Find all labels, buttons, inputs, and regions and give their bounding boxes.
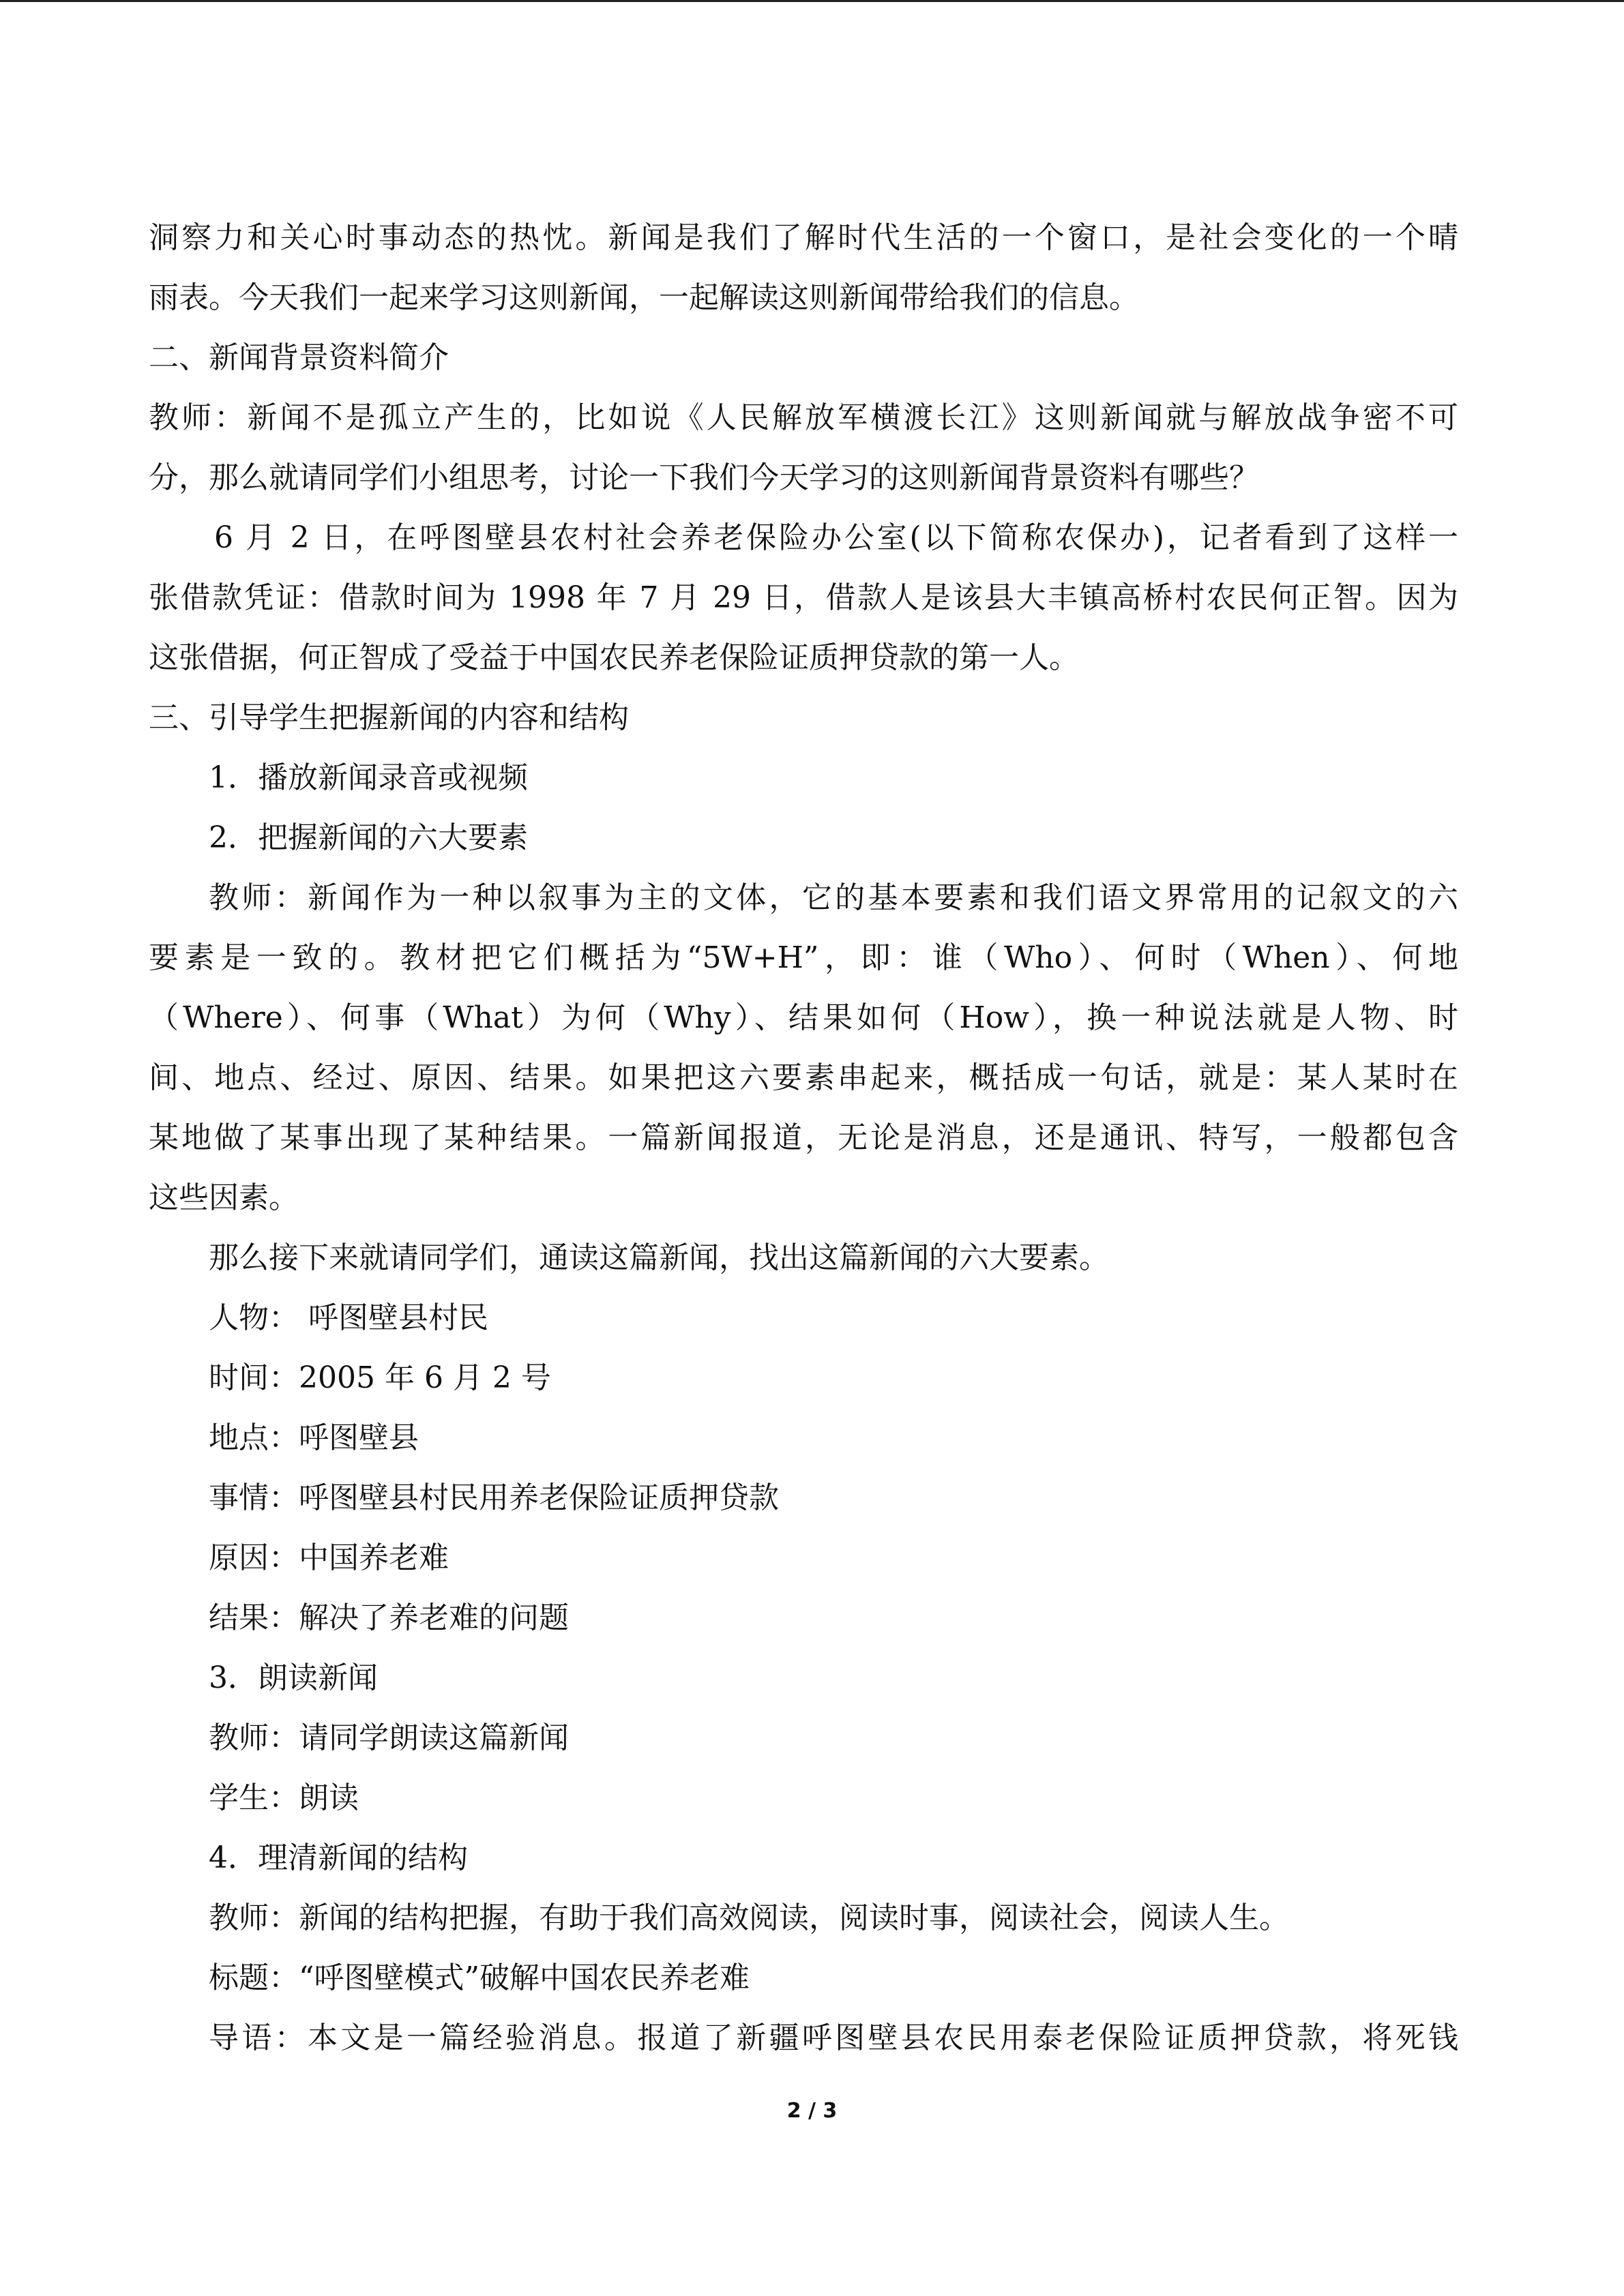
- text-line: 洞察力和关心时事动态的热忱。新闻是我们了解时代生活的一个窗口，是社会变化的一个晴: [149, 220, 1458, 255]
- text-line: 1．播放新闻录音或视频: [209, 760, 528, 795]
- text-line: 6 月 2 日，在呼图壁县农村社会养老保险办公室(以下简称农保办)，记者看到了这样一: [214, 520, 1458, 555]
- text-line: 张借款凭证：借款时间为 1998 年 7 月 29 日，借款人是该县大丰镇高桥村农民何正智。因为: [149, 580, 1458, 615]
- text-line: 三、引导学生把握新闻的内容和结构: [149, 700, 629, 735]
- text-line: 4．理清新闻的结构: [209, 1840, 468, 1875]
- text-line: 教师：新闻不是孤立产生的，比如说《人民解放军横渡长江》这则新闻就与解放战争密不可: [149, 400, 1458, 435]
- text-line: 雨表。今天我们一起来学习这则新闻，一起解读这则新闻带给我们的信息。: [149, 280, 1139, 315]
- text-line: 分，那么就请同学们小组思考，讨论一下我们今天学习的这则新闻背景资料有哪些？: [149, 460, 1259, 495]
- document-body: [149, 208, 1458, 2068]
- text-line: 标题：“呼图壁模式”破解中国农民养老难: [209, 1960, 750, 1995]
- text-line: 地点：呼图壁县: [209, 1420, 419, 1455]
- text-line: 2．把握新闻的六大要素: [209, 820, 528, 855]
- text-line: 二、新闻背景资料简介: [149, 340, 449, 375]
- text-line: 教师：请同学朗读这篇新闻: [209, 1720, 569, 1755]
- top-border-rule: [0, 0, 1624, 2]
- text-line: 3．朗读新闻: [209, 1660, 378, 1695]
- page-number: 2 / 3: [786, 2099, 838, 2123]
- text-line: 教师：新闻作为一种以叙事为主的文体，它的基本要素和我们语文界常用的记叙文的六: [209, 880, 1458, 915]
- text-line: 导语：本文是一篇经验消息。报道了新疆呼图壁县农民用泰老保险证质押贷款，将死钱: [209, 2021, 1458, 2055]
- text-line: 要素是一致的。教材把它们概括为“5W+H”，即：谁（Who）、何时（When）、何地: [149, 940, 1458, 975]
- text-line: 那么接下来就请同学们，通读这篇新闻，找出这篇新闻的六大要素。: [209, 1240, 1109, 1275]
- text-line: 人物： 呼图壁县村民: [209, 1300, 488, 1335]
- text-line: 事情：呼图壁县村民用养老保险证质押贷款: [209, 1480, 779, 1515]
- text-line: 原因：中国养老难: [209, 1540, 449, 1575]
- text-line: 这张借据，何正智成了受益于中国农民养老保险证质押贷款的第一人。: [149, 640, 1079, 675]
- text-line: 学生：朗读: [209, 1780, 359, 1815]
- text-line: （Where）、何事（What）为何（Why）、结果如何（How），换一种说法就是人物、时: [149, 1000, 1458, 1035]
- text-line: 某地做了某事出现了某种结果。一篇新闻报道，无论是消息，还是通讯、特写，一般都包含: [149, 1120, 1458, 1155]
- text-line: 结果：解决了养老难的问题: [209, 1600, 569, 1635]
- text-line: 教师：新闻的结构把握，有助于我们高效阅读，阅读时事，阅读社会，阅读人生。: [209, 1900, 1289, 1935]
- text-line: 间、地点、经过、原因、结果。如果把这六要素串起来，概括成一句话，就是：某人某时在: [149, 1060, 1458, 1095]
- text-line: 时间：2005 年 6 月 2 号: [209, 1360, 551, 1395]
- text-line: 这些因素。: [149, 1180, 299, 1215]
